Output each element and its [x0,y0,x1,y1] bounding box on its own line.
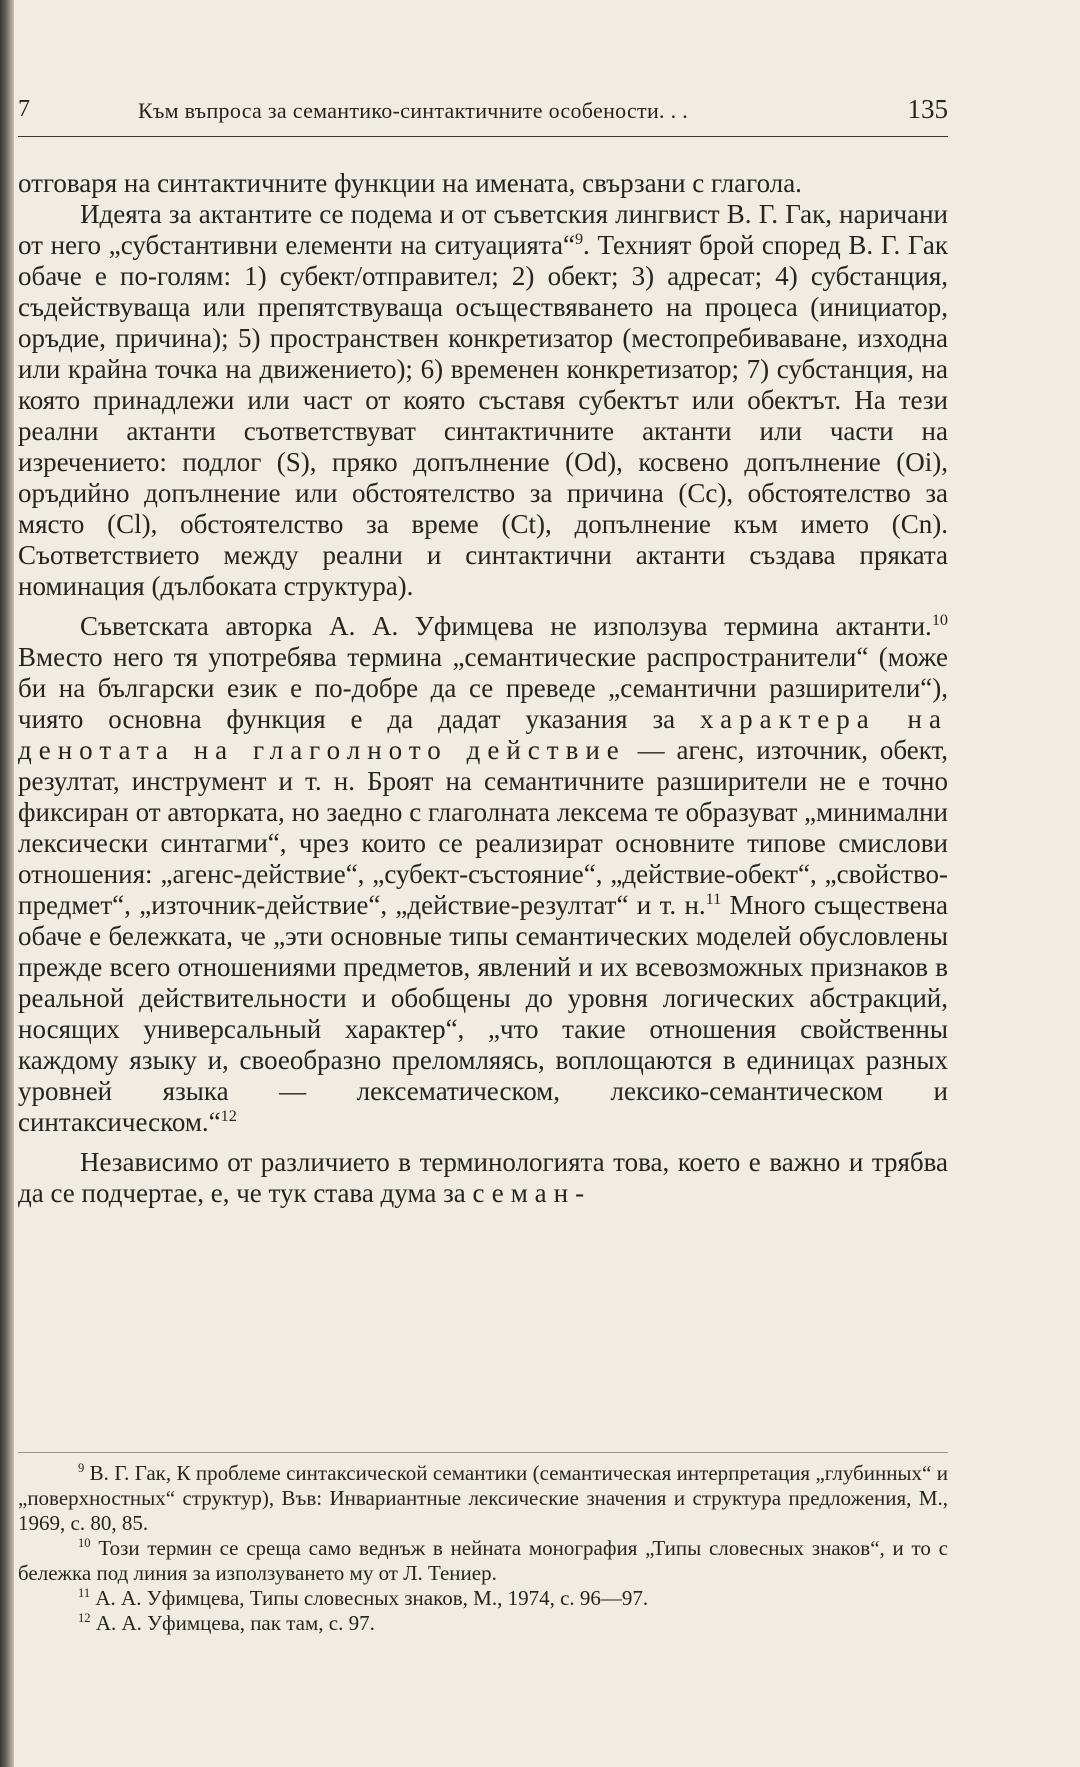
paragraph-2-part-a: Идеята за актантите се подема и от съветския лингвист В. Г. Гак, наричани от него „субстантивни елементи на ситуацията“ [18,199,948,260]
footnote-ref-12: 12 [220,1107,237,1125]
spaced-emphasis: характера на денотата на глаголното действие [18,704,948,765]
footnote-12 [18,1611,948,1636]
paragraph-3-part-d: Много съществена обаче е бележката, че „эти основные типы семантических моделей обусловлены прежде всего отношениями предметов, явлений и их всевозможных признаков в реальной действительности и обобщены до уровня логических абстракций, носящих универсальный характер“, „что такие отношения свойственны каждому языку и, своеобразно преломляясь, воплощаются в единицах разных уровней языка — лексематическом, лексико-семантическом и синтаксическом.“ [18,890,948,1137]
footnote-ref-9: 9 [574,230,584,248]
spaced-emphasis-2: семан- [472,1178,592,1208]
footnote-number: 9 [78,1461,85,1475]
paragraph-3-part-b: Вместо него тя употребява термина „семантические распространители“ (може би на български език е по-добре да се преведе „семантични разширители“), чиято основна функция е да дадат указания за [18,642,948,734]
chapter-marker: 7 [18,96,30,122]
paragraph-1: отговаря на синтактичните функции на имената, свързани с глагола. [18,168,802,198]
footnote-text: А. А. Уфимцева, Типы словесных знаков, М., 1974, с. 96—97. [90,1586,649,1610]
paragraph-4-part-a: Независимо от различието в терминологията това, което е важно и трябва да се подчертае, е, че тук става дума за [18,1147,948,1208]
paragraph-3-part-c: — агенс, източник, обект, резултат, инструмент и т. н. Броят на семантичните разширители не е точно фиксиран от авторката, но заедно с глаголната лексема те образуват „минимални лексически синтагми“, чрез които се реализират основните типове смислови отношения: „агенс-действие“, „субект-състояние“, „действие-обект“, „свойство-предмет“, „източник-действие“, „действие-резултат“ и т. н. [18,735,948,920]
footnotes [18,1461,948,1636]
book-spine-shadow [0,0,14,1767]
header-rule [18,136,948,137]
footnote-ref-11: 11 [705,890,722,908]
paragraph-3-part-a: Съветската авторка А. А. Уфимцева не използува термина актанти. [80,611,932,641]
footnote-11 [18,1586,948,1611]
footnote-9 [18,1461,948,1536]
running-header [18,96,948,132]
footnote-text: В. Г. Гак, К проблеме синтаксической семантики (семантическая интерпретация „глубинных“ и „поверхностных“ структур), Във: Инвариантные лексические значения и структура предложения, М., 1969, с. 80, 85. [18,1461,948,1535]
running-title: Към въпроса за семантико-синтактичните особености. . . [138,98,689,123]
footnote-number: 10 [78,1536,91,1550]
footnote-rule [18,1452,948,1453]
footnote-text: Този термин се среща само веднъж в нейната монография „Типы словесных знаков“, и то с бележка под линия за използуването му от Л. Тениер. [18,1536,948,1585]
footnote-number: 11 [78,1586,91,1600]
page-number: 135 [907,94,948,124]
paragraph-3 [18,611,948,1138]
footnote-number: 12 [78,1611,91,1625]
footnote-10 [18,1536,948,1586]
footnote-text: А. А. Уфимцева, пак там, с. 97. [90,1611,375,1635]
paragraph-4 [18,1147,948,1209]
paragraph-2 [18,199,948,602]
paragraph-2-part-b: . Техният брой според В. Г. Гак обаче е по-голям: 1) субект/отправител; 2) обект; 3) адресат; 4) субстанция, съдействуваща или препятствуваща осъществяването на процеса (инициатор, оръдие, причина); 5) пространствен конкретизатор (местопребиваване, изходна или крайна точка на движението); 6) временен конкретизатор; 7) субстанция, на която принадлежи или част от която съставя субектът или обектът. На тези реални актанти съответствуват синтактичните актанти или части на изречението: подлог (S), пряко допълнение (Od), косвено допълнение (Oi), оръдийно допълнение или обстоятелство за причина (Cc), обстоятелство за място (Cl), обстоятелство за време (Ct), допълнение към името (Cn). Съответствието между реални и синтактични актанти създава пряката номинация (дълбоката структура). [18,230,948,601]
main-text [18,168,948,1209]
footnote-ref-10: 10 [931,611,948,629]
book-page [18,0,948,1767]
